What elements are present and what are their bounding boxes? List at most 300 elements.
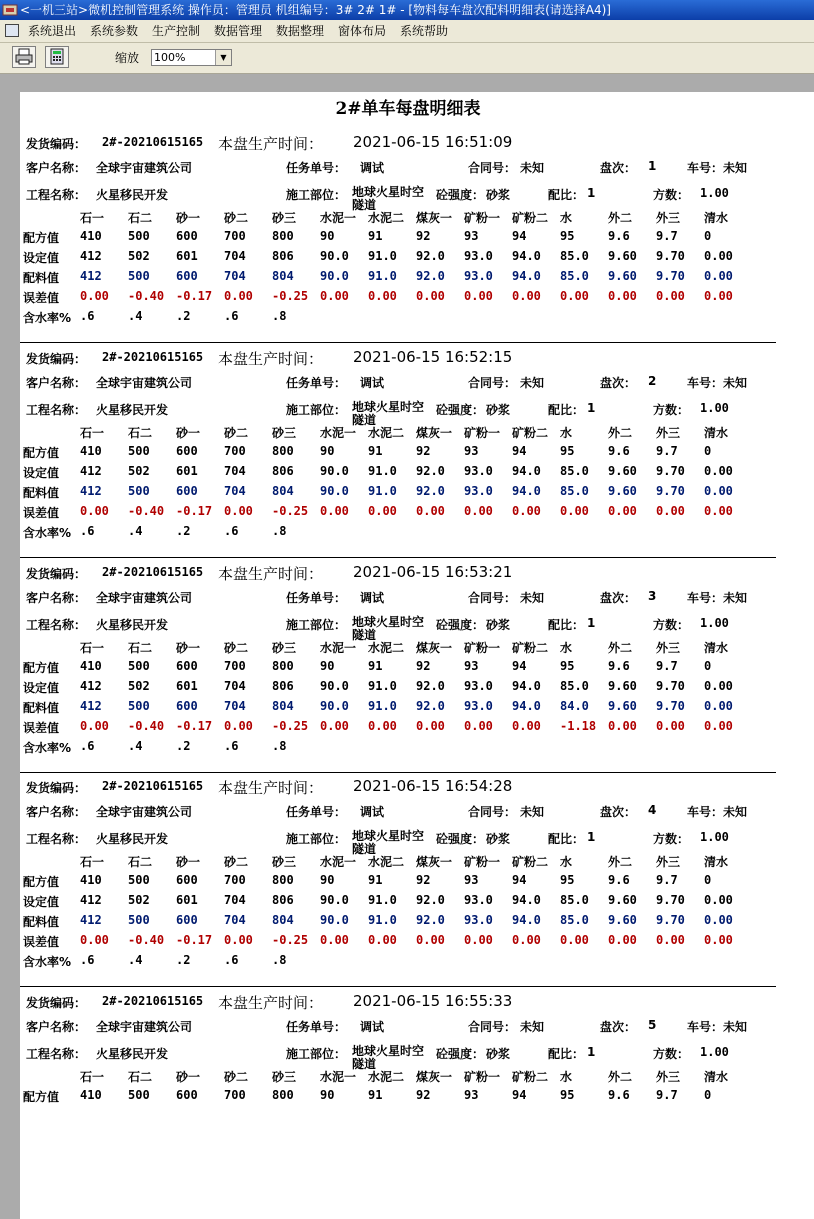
strength-value: 砂浆 — [486, 1047, 511, 1061]
table-cell-error: 0.00 — [560, 289, 589, 303]
table-cell-error: 0.00 — [656, 504, 685, 518]
ship-code-label: 发货编码： — [26, 996, 87, 1010]
column-header: 煤灰一 — [416, 1070, 453, 1084]
table-cell-recipe: 9.6 — [608, 659, 630, 673]
table-cell-recipe: 9.7 — [656, 229, 678, 243]
export-button[interactable] — [45, 46, 69, 68]
table-cell-recipe: 9.6 — [608, 1088, 630, 1102]
truck-label: 车号： — [687, 805, 724, 819]
column-header: 矿粉二 — [512, 1070, 549, 1084]
table-cell-error: 0.00 — [608, 933, 637, 947]
truck-value: 未知 — [723, 376, 748, 390]
menu-data-management[interactable]: 数据管理 — [214, 24, 263, 38]
volume-label: 方数： — [653, 188, 690, 202]
table-cell-recipe: 800 — [272, 1088, 294, 1102]
table-cell-actual: 9.60 — [608, 269, 637, 283]
batch-no-value: 2 — [648, 374, 657, 388]
table-cell-setpoint: 85.0 — [560, 679, 589, 693]
column-header: 砂二 — [224, 641, 249, 655]
column-header: 石二 — [128, 641, 153, 655]
batch-block — [20, 128, 796, 343]
site-label: 施工部位： — [286, 403, 347, 417]
table-cell-actual: 90.0 — [320, 269, 349, 283]
table-cell-recipe: 93 — [464, 873, 479, 887]
column-header: 外二 — [608, 211, 633, 225]
table-cell-setpoint: 94.0 — [512, 464, 541, 478]
table-cell-actual: 94.0 — [512, 484, 541, 498]
table-cell-error: 0.00 — [704, 719, 733, 733]
task-label: 任务单号： — [286, 1020, 347, 1034]
menu-window-layout[interactable]: 窗体布局 — [338, 24, 387, 38]
production-time-value: 2021-06-15 16:52:15 — [353, 348, 513, 366]
table-cell-setpoint: 806 — [272, 679, 294, 693]
site-value: 地球火星时空隧道 — [352, 185, 425, 212]
table-cell-moisture: .8 — [272, 309, 287, 323]
table-cell-error: 0.00 — [656, 289, 685, 303]
table-cell-error: 0.00 — [320, 289, 349, 303]
table-cell-error: 0.00 — [224, 933, 253, 947]
table-cell-actual: 500 — [128, 484, 150, 498]
column-header: 外二 — [608, 1070, 633, 1084]
site-value: 地球火星时空隧道 — [352, 829, 425, 856]
volume-label: 方数： — [653, 403, 690, 417]
table-cell-actual: 412 — [80, 699, 102, 713]
table-cell-setpoint: 92.0 — [416, 893, 445, 907]
window-title: <一机三站>微机控制管理系统 操作员：管理员 机组编号：3# 2# 1# - [物料每车盘次配料明细表(请选择A4)] — [20, 3, 611, 17]
strength-label: 砼强度： — [436, 618, 485, 632]
table-cell-error: -1.18 — [560, 719, 597, 733]
customer-label: 客户名称： — [26, 376, 87, 390]
table-cell-setpoint: 412 — [80, 679, 102, 693]
customer-value: 全球宇宙建筑公司 — [96, 376, 193, 390]
contract-label: 合同号： — [468, 376, 517, 390]
column-header: 水泥一 — [320, 211, 357, 225]
table-cell-actual: 91.0 — [368, 484, 397, 498]
table-cell-setpoint: 85.0 — [560, 893, 589, 907]
row-label-error: 误差值 — [23, 935, 60, 949]
table-cell-setpoint: 412 — [80, 464, 102, 478]
table-cell-recipe: 92 — [416, 659, 431, 673]
table-cell-setpoint: 9.70 — [656, 249, 685, 263]
ratio-value: 1 — [587, 401, 596, 415]
print-button[interactable] — [12, 46, 36, 68]
truck-label: 车号： — [687, 591, 724, 605]
table-cell-setpoint: 0.00 — [704, 249, 733, 263]
table-cell-error: 0.00 — [704, 289, 733, 303]
column-header: 水 — [560, 641, 573, 655]
column-header: 水泥二 — [368, 211, 405, 225]
table-cell-error: 0.00 — [80, 933, 109, 947]
customer-value: 全球宇宙建筑公司 — [96, 591, 193, 605]
table-cell-recipe: 95 — [560, 444, 575, 458]
table-cell-recipe: 90 — [320, 229, 335, 243]
table-cell-recipe: 0 — [704, 444, 712, 458]
production-time-label: 本盘生产时间： — [218, 350, 324, 368]
menu-help[interactable]: 系统帮助 — [400, 24, 449, 38]
menu-system-icon[interactable] — [5, 24, 19, 37]
column-header: 清水 — [704, 1070, 729, 1084]
column-header: 砂二 — [224, 1070, 249, 1084]
table-cell-actual: 94.0 — [512, 913, 541, 927]
ship-code-value: 2#-20210615165 — [102, 994, 204, 1008]
column-header: 矿粉二 — [512, 426, 549, 440]
menu-exit[interactable]: 系统退出 — [28, 24, 77, 38]
table-cell-recipe: 90 — [320, 1088, 335, 1102]
table-cell-recipe: 600 — [176, 1088, 198, 1102]
task-label: 任务单号： — [286, 161, 347, 175]
table-cell-actual: 93.0 — [464, 699, 493, 713]
volume-value: 1.00 — [700, 1045, 729, 1059]
table-cell-error: 0.00 — [224, 719, 253, 733]
ratio-label: 配比： — [548, 403, 585, 417]
table-cell-actual: 500 — [128, 269, 150, 283]
row-label-recipe: 配方值 — [23, 875, 60, 889]
column-header: 水 — [560, 1070, 573, 1084]
table-cell-error: 0.00 — [80, 719, 109, 733]
table-cell-recipe: 500 — [128, 659, 150, 673]
ratio-value: 1 — [587, 1045, 596, 1059]
table-cell-moisture: .6 — [80, 739, 95, 753]
column-header: 水泥一 — [320, 641, 357, 655]
table-cell-actual: 500 — [128, 913, 150, 927]
volume-label: 方数： — [653, 1047, 690, 1061]
production-time-label: 本盘生产时间： — [218, 779, 324, 797]
calculator-icon — [46, 47, 68, 67]
batch-block — [20, 343, 796, 558]
column-header: 砂二 — [224, 855, 249, 869]
table-cell-error: -0.25 — [272, 719, 309, 733]
table-cell-actual: 90.0 — [320, 913, 349, 927]
table-cell-error: 0.00 — [656, 933, 685, 947]
table-cell-setpoint: 9.70 — [656, 679, 685, 693]
table-cell-actual: 804 — [272, 699, 294, 713]
project-value: 火星移民开发 — [96, 403, 169, 417]
column-header: 砂一 — [176, 1070, 201, 1084]
table-cell-recipe: 600 — [176, 873, 198, 887]
column-header: 石二 — [128, 211, 153, 225]
contract-label: 合同号： — [468, 805, 517, 819]
production-time-value: 2021-06-15 16:53:21 — [353, 563, 513, 581]
table-cell-actual: 90.0 — [320, 699, 349, 713]
strength-value: 砂浆 — [486, 618, 511, 632]
site-value: 地球火星时空隧道 — [352, 1044, 425, 1071]
table-cell-error: 0.00 — [608, 289, 637, 303]
task-value: 调试 — [360, 1020, 385, 1034]
batch-no-value: 5 — [648, 1018, 657, 1032]
column-header: 石一 — [80, 855, 105, 869]
table-cell-error: 0.00 — [704, 504, 733, 518]
table-cell-recipe: 9.7 — [656, 873, 678, 887]
table-cell-setpoint: 412 — [80, 249, 102, 263]
table-cell-setpoint: 93.0 — [464, 249, 493, 263]
table-cell-setpoint: 92.0 — [416, 464, 445, 478]
table-cell-setpoint: 9.60 — [608, 464, 637, 478]
table-cell-error: 0.00 — [416, 289, 445, 303]
column-header: 砂三 — [272, 641, 297, 655]
table-cell-recipe: 800 — [272, 659, 294, 673]
table-cell-recipe: 91 — [368, 659, 383, 673]
table-cell-actual: 93.0 — [464, 484, 493, 498]
batch-no-value: 4 — [648, 803, 657, 817]
table-cell-setpoint: 93.0 — [464, 464, 493, 478]
chevron-down-icon[interactable]: ▼ — [215, 50, 231, 65]
table-cell-moisture: .2 — [176, 953, 191, 967]
row-label-setpoint: 设定值 — [23, 251, 60, 265]
ship-code-value: 2#-20210615165 — [102, 350, 204, 364]
site-label: 施工部位： — [286, 1047, 347, 1061]
column-header: 水泥一 — [320, 855, 357, 869]
production-time-label: 本盘生产时间： — [218, 565, 324, 583]
table-cell-recipe: 92 — [416, 444, 431, 458]
table-cell-moisture: .6 — [224, 524, 239, 538]
ship-code-value: 2#-20210615165 — [102, 779, 204, 793]
table-cell-actual: 9.60 — [608, 699, 637, 713]
table-cell-recipe: 410 — [80, 444, 102, 458]
table-cell-setpoint: 94.0 — [512, 893, 541, 907]
table-cell-error: 0.00 — [368, 289, 397, 303]
table-cell-setpoint: 704 — [224, 249, 246, 263]
table-cell-actual: 500 — [128, 699, 150, 713]
table-cell-setpoint: 9.70 — [656, 464, 685, 478]
table-cell-recipe: 90 — [320, 873, 335, 887]
row-label-actual: 配料值 — [23, 701, 60, 715]
table-cell-setpoint: 91.0 — [368, 464, 397, 478]
contract-label: 合同号： — [468, 161, 517, 175]
column-header: 清水 — [704, 855, 729, 869]
menu-data-organize[interactable]: 数据整理 — [276, 24, 325, 38]
printer-icon — [13, 47, 35, 67]
table-cell-actual: 94.0 — [512, 699, 541, 713]
production-time-label: 本盘生产时间： — [218, 994, 324, 1012]
table-cell-error: 0.00 — [320, 719, 349, 733]
ratio-label: 配比： — [548, 618, 585, 632]
table-cell-actual: 91.0 — [368, 269, 397, 283]
table-cell-setpoint: 806 — [272, 893, 294, 907]
title-bar — [0, 0, 814, 20]
table-cell-actual: 600 — [176, 699, 198, 713]
table-cell-recipe: 94 — [512, 873, 527, 887]
table-cell-setpoint: 90.0 — [320, 464, 349, 478]
table-cell-error: 0.00 — [80, 289, 109, 303]
menu-production[interactable]: 生产控制 — [152, 24, 201, 38]
column-header: 清水 — [704, 641, 729, 655]
customer-label: 客户名称： — [26, 805, 87, 819]
truck-label: 车号： — [687, 1020, 724, 1034]
table-cell-recipe: 800 — [272, 873, 294, 887]
ratio-value: 1 — [587, 616, 596, 630]
contract-value: 未知 — [520, 805, 545, 819]
table-cell-recipe: 700 — [224, 229, 246, 243]
task-label: 任务单号： — [286, 591, 347, 605]
column-header: 煤灰一 — [416, 855, 453, 869]
column-header: 砂一 — [176, 426, 201, 440]
ratio-label: 配比： — [548, 1047, 585, 1061]
column-header: 石一 — [80, 1070, 105, 1084]
table-cell-moisture: .8 — [272, 524, 287, 538]
table-cell-recipe: 500 — [128, 229, 150, 243]
table-cell-recipe: 410 — [80, 659, 102, 673]
ship-code-value: 2#-20210615165 — [102, 135, 204, 149]
menu-parameters[interactable]: 系统参数 — [90, 24, 139, 38]
volume-value: 1.00 — [700, 186, 729, 200]
table-cell-actual: 0.00 — [704, 269, 733, 283]
table-cell-error: -0.40 — [128, 504, 165, 518]
table-cell-error: 0.00 — [512, 719, 541, 733]
truck-value: 未知 — [723, 591, 748, 605]
table-cell-setpoint: 92.0 — [416, 679, 445, 693]
volume-value: 1.00 — [700, 616, 729, 630]
strength-value: 砂浆 — [486, 403, 511, 417]
table-cell-setpoint: 9.70 — [656, 893, 685, 907]
table-cell-error: 0.00 — [512, 504, 541, 518]
project-label: 工程名称： — [26, 188, 87, 202]
table-cell-setpoint: 502 — [128, 249, 150, 263]
table-cell-recipe: 600 — [176, 229, 198, 243]
task-value: 调试 — [360, 591, 385, 605]
table-cell-moisture: .6 — [224, 739, 239, 753]
task-value: 调试 — [360, 805, 385, 819]
table-cell-setpoint: 601 — [176, 679, 198, 693]
column-header: 水泥一 — [320, 426, 357, 440]
table-cell-recipe: 9.6 — [608, 873, 630, 887]
contract-value: 未知 — [520, 376, 545, 390]
table-cell-error: 0.00 — [368, 933, 397, 947]
table-cell-error: -0.17 — [176, 289, 213, 303]
table-cell-actual: 92.0 — [416, 699, 445, 713]
row-label-actual: 配料值 — [23, 271, 60, 285]
truck-value: 未知 — [723, 1020, 748, 1034]
table-cell-actual: 804 — [272, 269, 294, 283]
table-cell-setpoint: 9.60 — [608, 893, 637, 907]
table-cell-recipe: 91 — [368, 229, 383, 243]
table-cell-setpoint: 92.0 — [416, 249, 445, 263]
customer-label: 客户名称： — [26, 1020, 87, 1034]
column-header: 水泥二 — [368, 426, 405, 440]
column-header: 砂三 — [272, 855, 297, 869]
table-cell-setpoint: 85.0 — [560, 249, 589, 263]
column-header: 水泥二 — [368, 855, 405, 869]
table-cell-recipe: 9.7 — [656, 444, 678, 458]
table-cell-error: -0.40 — [128, 289, 165, 303]
batch-no-label: 盘次： — [600, 376, 637, 390]
production-time-label: 本盘生产时间： — [218, 135, 324, 153]
table-cell-actual: 9.70 — [656, 484, 685, 498]
table-cell-actual: 600 — [176, 913, 198, 927]
table-cell-actual: 704 — [224, 913, 246, 927]
table-cell-setpoint: 91.0 — [368, 893, 397, 907]
table-cell-error: 0.00 — [416, 504, 445, 518]
table-cell-moisture: .4 — [128, 953, 143, 967]
site-value: 地球火星时空隧道 — [352, 400, 425, 427]
column-header: 矿粉二 — [512, 641, 549, 655]
report-viewport[interactable] — [0, 74, 814, 1219]
table-cell-recipe: 90 — [320, 444, 335, 458]
column-header: 矿粉一 — [464, 1070, 501, 1084]
table-cell-recipe: 500 — [128, 873, 150, 887]
truck-label: 车号： — [687, 376, 724, 390]
table-cell-setpoint: 601 — [176, 249, 198, 263]
column-header: 煤灰一 — [416, 211, 453, 225]
table-cell-setpoint: 704 — [224, 679, 246, 693]
column-header: 砂二 — [224, 211, 249, 225]
table-cell-setpoint: 94.0 — [512, 249, 541, 263]
table-cell-actual: 704 — [224, 699, 246, 713]
project-label: 工程名称： — [26, 403, 87, 417]
table-cell-recipe: 9.7 — [656, 1088, 678, 1102]
column-header: 石一 — [80, 211, 105, 225]
row-label-setpoint: 设定值 — [23, 895, 60, 909]
row-label-recipe: 配方值 — [23, 446, 60, 460]
column-header: 矿粉一 — [464, 211, 501, 225]
batch-no-label: 盘次： — [600, 161, 637, 175]
column-header: 矿粉一 — [464, 426, 501, 440]
row-label-moisture: 含水率% — [23, 526, 72, 540]
table-cell-error: 0.00 — [368, 719, 397, 733]
table-cell-actual: 91.0 — [368, 699, 397, 713]
column-header: 石二 — [128, 426, 153, 440]
table-cell-setpoint: 704 — [224, 464, 246, 478]
table-cell-error: 0.00 — [224, 289, 253, 303]
column-header: 砂三 — [272, 426, 297, 440]
zoom-select[interactable] — [151, 49, 232, 66]
table-cell-recipe: 95 — [560, 873, 575, 887]
contract-value: 未知 — [520, 161, 545, 175]
batch-block — [20, 772, 796, 987]
strength-value: 砂浆 — [486, 188, 511, 202]
table-cell-recipe: 600 — [176, 444, 198, 458]
table-cell-recipe: 0 — [704, 659, 712, 673]
table-cell-recipe: 700 — [224, 444, 246, 458]
volume-value: 1.00 — [700, 401, 729, 415]
column-header: 砂二 — [224, 426, 249, 440]
ship-code-label: 发货编码： — [26, 781, 87, 795]
task-value: 调试 — [360, 376, 385, 390]
app-icon — [2, 2, 18, 18]
batch-block — [20, 987, 796, 1202]
table-cell-actual: 93.0 — [464, 269, 493, 283]
zoom-label: 缩放 — [115, 51, 140, 65]
table-cell-recipe: 94 — [512, 229, 527, 243]
table-cell-moisture: .2 — [176, 524, 191, 538]
volume-value: 1.00 — [700, 830, 729, 844]
row-label-error: 误差值 — [23, 721, 60, 735]
column-header: 外二 — [608, 855, 633, 869]
table-cell-setpoint: 93.0 — [464, 679, 493, 693]
table-cell-setpoint: 90.0 — [320, 893, 349, 907]
table-cell-actual: 704 — [224, 269, 246, 283]
table-cell-recipe: 700 — [224, 873, 246, 887]
table-cell-actual: 92.0 — [416, 269, 445, 283]
ratio-value: 1 — [587, 830, 596, 844]
table-cell-error: -0.17 — [176, 933, 213, 947]
table-cell-recipe: 700 — [224, 659, 246, 673]
column-header: 砂三 — [272, 1070, 297, 1084]
project-value: 火星移民开发 — [96, 618, 169, 632]
contract-label: 合同号： — [468, 1020, 517, 1034]
table-cell-actual: 94.0 — [512, 269, 541, 283]
table-cell-actual: 9.70 — [656, 913, 685, 927]
table-cell-error: 0.00 — [560, 933, 589, 947]
volume-label: 方数： — [653, 832, 690, 846]
table-cell-recipe: 90 — [320, 659, 335, 673]
table-cell-actual: 9.60 — [608, 484, 637, 498]
table-cell-setpoint: 85.0 — [560, 464, 589, 478]
table-cell-actual: 804 — [272, 913, 294, 927]
table-cell-recipe: 92 — [416, 1088, 431, 1102]
row-label-actual: 配料值 — [23, 486, 60, 500]
column-header: 矿粉一 — [464, 855, 501, 869]
table-cell-recipe: 93 — [464, 229, 479, 243]
